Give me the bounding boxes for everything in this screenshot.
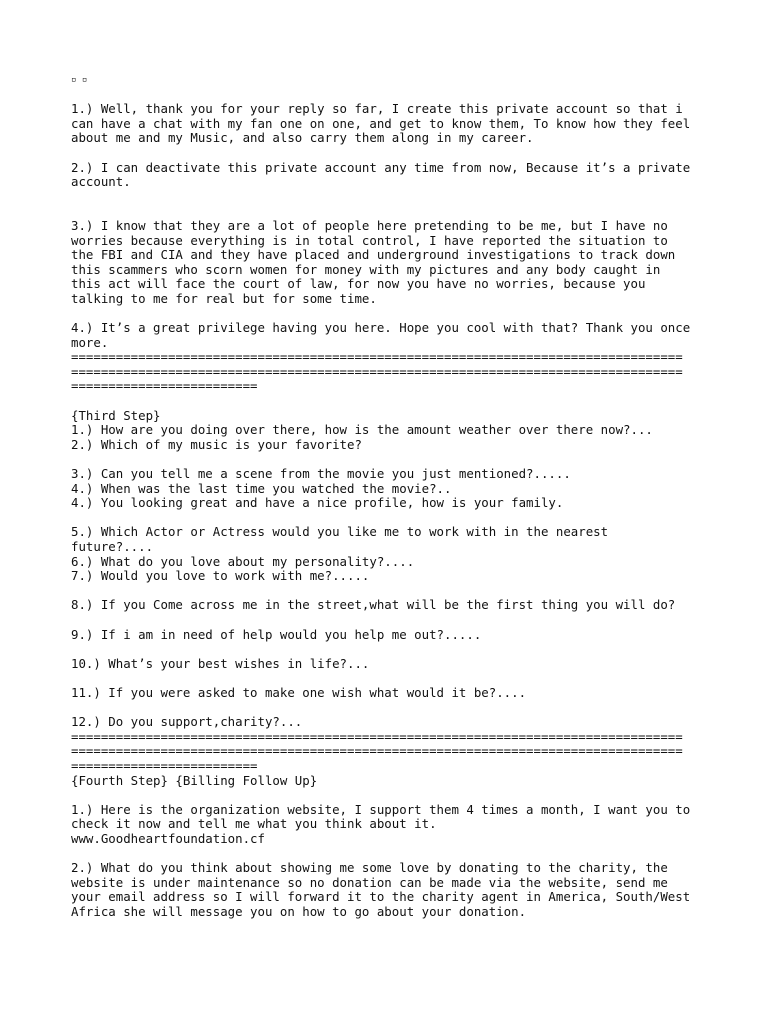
text-line: more.: [71, 334, 109, 350]
intro-paragraph-1: [71, 102, 728, 146]
text-line: can have a chat with my fan one on one, and get to know them, To know how they feel: [71, 115, 691, 131]
text-line: [71, 846, 728, 861]
question-line: 3.) Can you tell me a scene from the movie you just mentioned?.....: [71, 466, 571, 482]
separator-line: ==================================================================================: [71, 363, 683, 379]
question-line: 9.) If i am in need of help would you help me out?.....: [71, 626, 482, 642]
third-step-section: [71, 409, 728, 730]
text-line: Africa she will message you on how to go about your donation.: [71, 903, 527, 919]
text-line: check it now and tell me what you think about it.: [71, 816, 437, 832]
text-line: 1.) Well, thank you for your reply so far, I create this private account so that i: [71, 101, 683, 117]
text-line: website is under maintenance so no donation can be made via the website, send me: [71, 874, 668, 890]
separator-line: =========================: [71, 757, 258, 773]
question-line: 6.) What do you love about my personality?....: [71, 553, 415, 569]
intro-paragraph-3: [71, 219, 728, 307]
separator-line: =========================: [71, 378, 258, 394]
text-line: account.: [71, 174, 131, 190]
intro-paragraph-2: [71, 161, 728, 190]
question-line: [71, 671, 728, 686]
question-line: [71, 613, 728, 628]
separator: [71, 350, 728, 394]
blank-line: [71, 146, 728, 161]
section-heading: {Fourth Step} {Billing Follow Up}: [71, 772, 318, 788]
question-line: [71, 642, 728, 657]
text-line: 2.) I can deactivate this private account any time from now, Because it’s a private: [71, 159, 691, 175]
text-line: 4.) It’s a great privilege having you here. Hope you cool with that? Thank you once: [71, 320, 691, 336]
text-line: 3.) I know that they are a lot of people here pretending to be me, but I have no: [71, 217, 668, 233]
blank-line: [71, 204, 728, 219]
text-line: talking to me for real but for some time.: [71, 290, 377, 306]
blank-line: [71, 307, 728, 322]
text-line: your email address so I will forward it to the charity agent in America, South/West: [71, 889, 691, 905]
question-line: [71, 452, 728, 467]
question-line: 5.) Which Actor or Actress would you like me to work with in the nearest: [71, 524, 609, 540]
text-line: this act will face the court of law, for now you have no worries, because you: [71, 276, 646, 292]
blank-line: [71, 394, 728, 409]
text-line: the FBI and CIA and they have placed and underground investigations to track down: [71, 247, 676, 263]
separator-line: ==================================================================================: [71, 728, 683, 744]
section-heading: {Third Step}: [71, 407, 161, 423]
question-line: 4.) When was the last time you watched the movie?..: [71, 480, 452, 496]
text-line: about me and my Music, and also carry them along in my career.: [71, 130, 534, 146]
separator-line: ==================================================================================: [71, 349, 683, 365]
question-line: 2.) Which of my music is your favorite?: [71, 436, 362, 452]
separator-line: ==================================================================================: [71, 743, 683, 759]
text-line: this scammers who scorn women for money with my pictures and any body caught in: [71, 261, 661, 277]
question-line: [71, 584, 728, 599]
blank-line: [71, 88, 728, 103]
blank-line: [71, 190, 728, 205]
question-line: 1.) How are you doing over there, how is the amount weather over there now?...: [71, 422, 653, 438]
question-line: 10.) What’s your best wishes in life?...: [71, 655, 370, 671]
question-line: future?....: [71, 539, 154, 554]
website-url: www.Goodheartfoundation.cf: [71, 830, 265, 846]
box-glyphs-icon: ▫ ▫: [71, 75, 88, 85]
separator: [71, 730, 728, 774]
question-line: 11.) If you were asked to make one wish what would it be?....: [71, 684, 527, 700]
text-line: [71, 788, 728, 803]
fourth-step-section: [71, 774, 728, 920]
intro-paragraph-4: [71, 321, 728, 350]
question-line: 7.) Would you love to work with me?.....: [71, 568, 370, 584]
question-line: 8.) If you Come across me in the street,what will be the first thing you will do?: [71, 597, 676, 613]
question-line: 12.) Do you support,charity?...: [71, 714, 303, 730]
question-line: 4.) You looking great and have a nice profile, how is your family.: [71, 495, 564, 511]
text-line: 1.) Here is the organization website, I support them 4 times a month, I want you to: [71, 801, 691, 817]
text-line: 2.) What do you think about showing me some love by donating to the charity, the: [71, 860, 668, 876]
question-line: [71, 701, 728, 716]
question-line: [71, 511, 728, 526]
text-line: worries because everything is in total control, I have reported the situation to: [71, 232, 668, 248]
